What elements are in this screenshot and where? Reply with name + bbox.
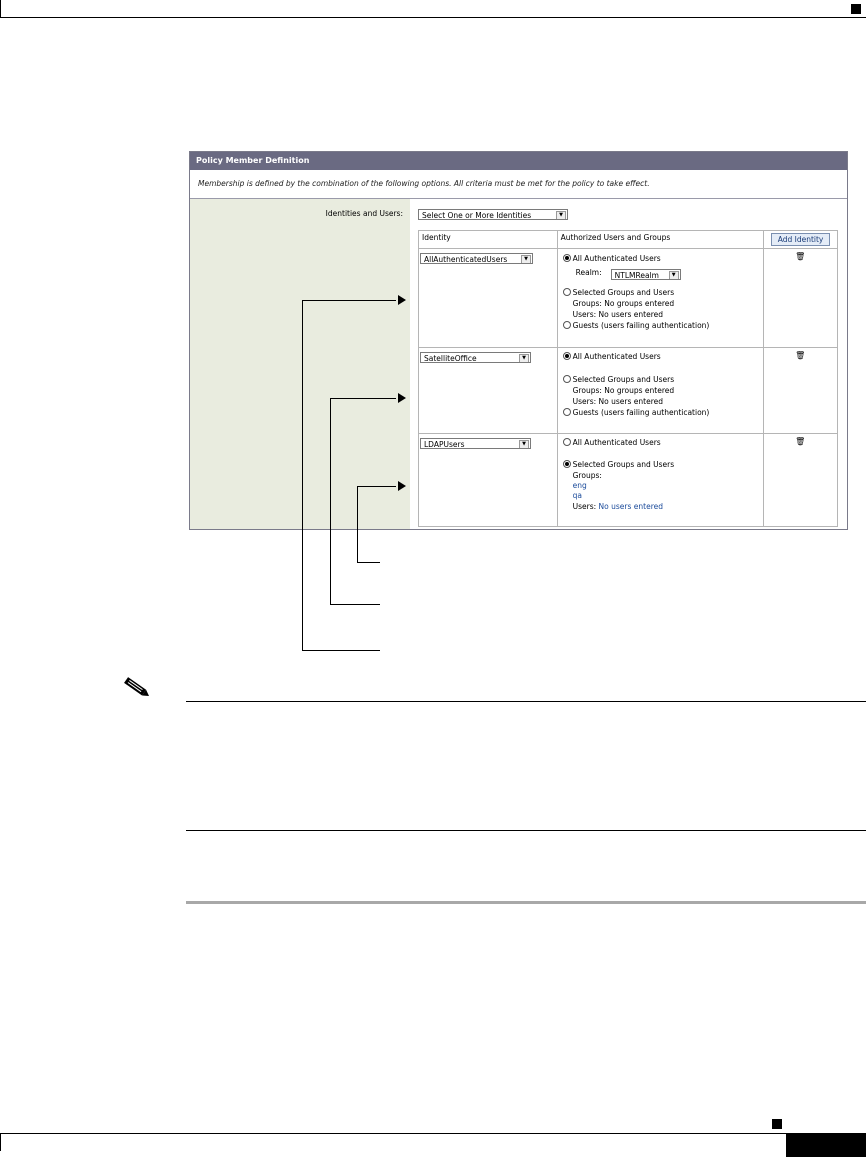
- table-row: [419, 249, 838, 348]
- identity-table: [418, 230, 838, 527]
- realm-label: Realm:: [575, 268, 602, 277]
- panel-title: Policy Member Definition: [190, 152, 847, 170]
- realm-select[interactable]: [611, 269, 681, 280]
- option-label: All Authenticated Users: [572, 352, 661, 361]
- chevron-down-icon: ▼: [519, 354, 529, 363]
- footer-tick: [0, 1133, 1, 1151]
- trash-icon[interactable]: 🗑: [795, 351, 806, 360]
- callout-line: [357, 562, 380, 563]
- option-all-authenticated[interactable]: [563, 352, 661, 362]
- radio-unselected-icon: [563, 408, 571, 416]
- option-label: All Authenticated Users: [572, 438, 661, 447]
- group-link-qa[interactable]: qa: [572, 491, 582, 500]
- arrow-icon: [398, 481, 406, 491]
- option-all-authenticated[interactable]: [563, 438, 661, 448]
- users-label: Users:: [572, 502, 597, 511]
- chevron-down-icon: ▼: [556, 211, 566, 220]
- identity-select[interactable]: [420, 352, 531, 363]
- option-all-authenticated[interactable]: [563, 254, 661, 264]
- arrow-icon: [398, 295, 406, 305]
- note-bottom-rule: [186, 830, 866, 831]
- radio-unselected-icon: [563, 438, 571, 446]
- group-link-eng[interactable]: eng: [572, 481, 587, 490]
- radio-unselected-icon: [563, 321, 571, 329]
- option-label: Selected Groups and Users: [572, 460, 675, 469]
- users-line: Users: No users entered: [572, 397, 663, 406]
- callout-line: [330, 604, 380, 605]
- header-tick: [0, 0, 1, 17]
- option-selected-groups[interactable]: [563, 375, 675, 385]
- chevron-down-icon: ▼: [519, 440, 529, 449]
- radio-selected-icon: [563, 460, 571, 468]
- option-label: All Authenticated Users: [572, 254, 661, 263]
- users-line: [573, 502, 663, 512]
- identity-select[interactable]: [420, 438, 531, 449]
- col-identity-header: Identity: [419, 231, 558, 249]
- option-guests[interactable]: [563, 321, 710, 331]
- callout-line: [330, 398, 331, 604]
- groups-line: Groups: No groups entered: [572, 299, 675, 308]
- header-rule: [0, 17, 866, 18]
- callout-line: [357, 486, 358, 562]
- add-identity-button[interactable]: Add Identity: [771, 233, 831, 246]
- identity-select-value: LDAPUsers: [424, 440, 465, 449]
- footer-tab: [786, 1134, 866, 1157]
- identity-select-value: SatelliteOffice: [424, 354, 477, 363]
- trash-icon[interactable]: 🗑: [795, 437, 806, 446]
- footer-rule: [0, 1133, 866, 1134]
- callout-line: [302, 300, 303, 650]
- pencil-note-icon: [121, 676, 153, 698]
- option-selected-groups[interactable]: [563, 460, 675, 470]
- chevron-down-icon: ▼: [521, 255, 531, 264]
- label-column: [190, 199, 410, 529]
- radio-unselected-icon: [563, 288, 571, 296]
- table-row: [419, 434, 838, 527]
- footer-marker: [772, 1119, 782, 1129]
- col-authorized-header: Authorized Users and Groups: [557, 231, 763, 249]
- groups-label: Groups:: [572, 471, 602, 480]
- panel-description: Membership is defined by the combination of the following options. All criteria must be met for the policy to take effect.: [198, 179, 650, 188]
- callout-line: [302, 300, 396, 301]
- policy-member-panel: [189, 151, 848, 530]
- radio-selected-icon: [563, 352, 571, 360]
- option-guests[interactable]: [563, 408, 710, 418]
- table-row: [419, 348, 838, 434]
- add-identity-cell: [764, 231, 838, 249]
- identities-label: Identities and Users:: [325, 209, 403, 218]
- chevron-down-icon: ▼: [669, 271, 679, 280]
- arrow-icon: [398, 393, 406, 403]
- note-top-rule: [186, 701, 866, 702]
- realm-row: [576, 268, 602, 278]
- radio-unselected-icon: [563, 375, 571, 383]
- radio-selected-icon: [563, 254, 571, 262]
- callout-line: [357, 486, 396, 487]
- header-marker: [851, 4, 861, 14]
- option-selected-groups[interactable]: [563, 288, 675, 298]
- option-label: Guests (users failing authentication): [572, 408, 710, 417]
- users-line: Users: No users entered: [572, 310, 663, 319]
- option-label: Selected Groups and Users: [572, 288, 675, 297]
- option-label: Guests (users failing authentication): [572, 321, 710, 330]
- identity-select-value: AllAuthenticatedUsers: [424, 255, 508, 264]
- realm-select-value: NTLMRealm: [614, 271, 659, 280]
- section-rule: [186, 901, 866, 904]
- identity-select[interactable]: [420, 253, 533, 264]
- callout-line: [330, 398, 396, 399]
- callout-line: [302, 650, 380, 651]
- trash-icon[interactable]: 🗑: [795, 252, 806, 261]
- identities-select[interactable]: [418, 209, 568, 220]
- identities-select-value: Select One or More Identities: [422, 211, 532, 220]
- groups-line: Groups: No groups entered: [572, 386, 675, 395]
- option-label: Selected Groups and Users: [572, 375, 675, 384]
- users-link[interactable]: No users entered: [598, 502, 663, 511]
